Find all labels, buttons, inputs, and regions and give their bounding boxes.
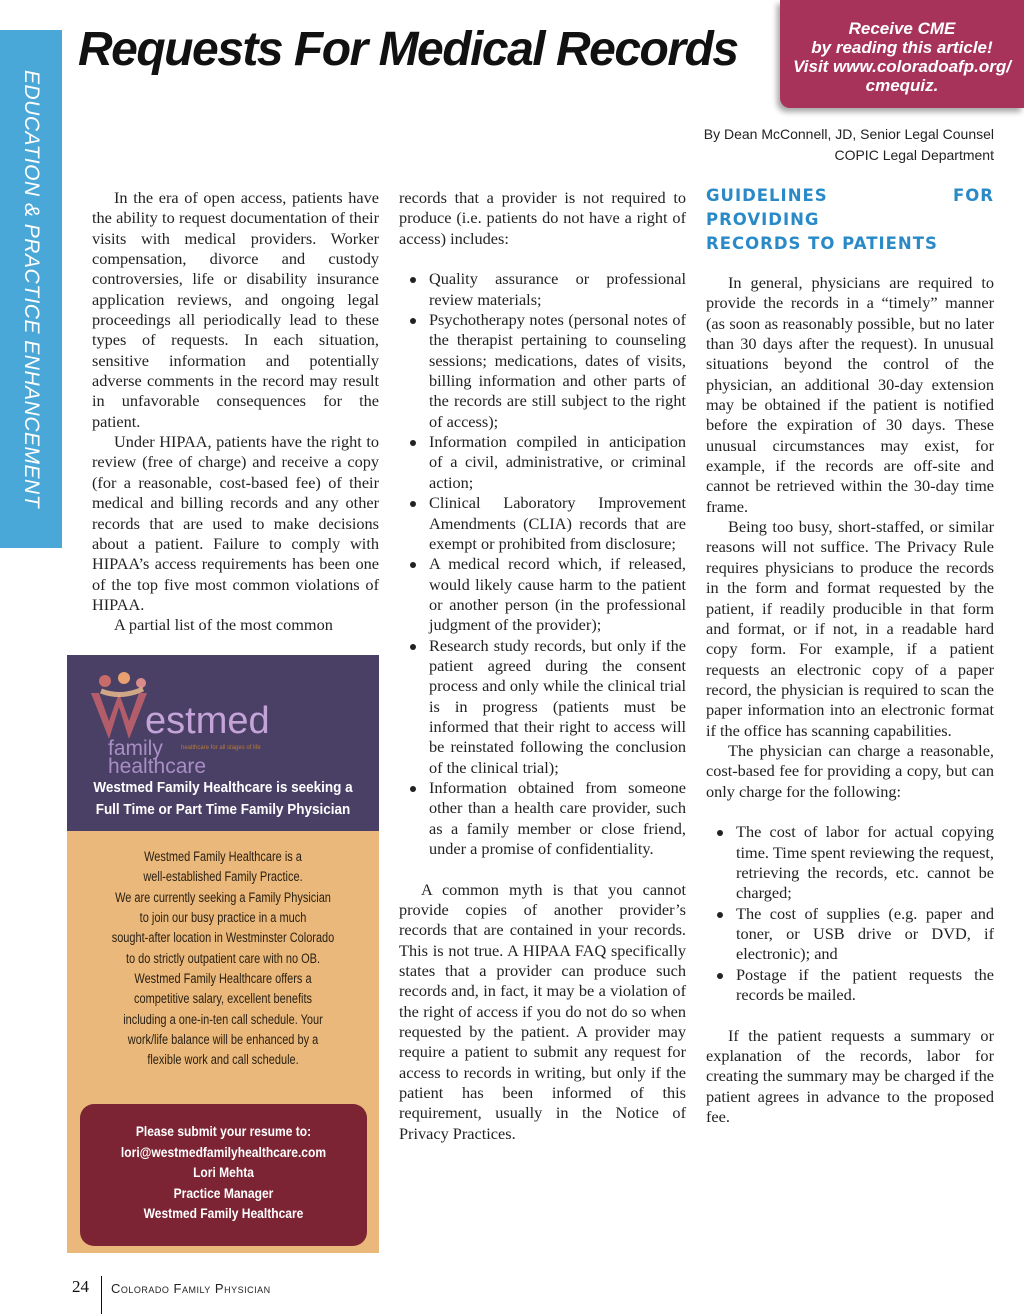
- ad-body-line: competitive salary, excellent benefits: [133, 991, 313, 1007]
- contact-email-link[interactable]: lori@westmedfamilyhealthcare.com: [120, 1143, 327, 1160]
- contact-line: Please submit your resume to:: [135, 1123, 312, 1139]
- column-3: [706, 184, 994, 1127]
- westmed-logo: [81, 669, 281, 781]
- list-item: The cost of supplies (e.g. paper and toner, or USB drive or DVD, if electronic); and: [706, 904, 994, 965]
- section-tab-label: EDUCATION & PRACTICE ENHANCEMENT: [20, 70, 43, 508]
- ad-body-line: work/life balance will be enhanced by a: [127, 1032, 319, 1048]
- logo-wordmark: family: [108, 737, 163, 760]
- logo-tagline: healthcare for all stages of life: [181, 745, 261, 751]
- logo-wordmark: estmed: [145, 700, 270, 742]
- paragraph: If the patient requests a summary or explanation of the records, labor for creating the summary may be charged if the patient agrees in advance to the proposed fee.: [706, 1025, 994, 1127]
- paragraph: In the era of open access, patients have the ability to request documentation of their visits with medical providers. Worker compensation, divorce and custody controversies, life or disability insurance application reviews, and ongoing legal proceedings all periodically lead to these types of requests. In each situation, sensitive information and potentially adverse comments in the record may result in unfavorable consequences for the patient.: [92, 188, 379, 431]
- paragraph: In general, physicians are required to provide the records in a “timely” manner (as soon as reasonably possible, but no later than 30 days after the request). In unusual situations beyond the control of the physician, an additional 30-day extension may be obtained if the patient is notified before the expiration of 30 days. These unusual circumstances may exist, for example, if the records are off-site and cannot be retrieved within the 30-day time frame.: [706, 273, 994, 516]
- author-line: By Dean McConnell, JD, Senior Legal Counsel: [703, 126, 994, 142]
- section-tab: [0, 30, 62, 548]
- list-item: Information obtained from someone other than a health care provider, such as a family member or close friend, under a promise of confidentiality.: [399, 778, 686, 859]
- ad-body-line: We are currently seeking a Family Physician: [115, 889, 331, 905]
- ad-body-line: well-established Family Practice.: [143, 869, 303, 885]
- ad-contact-box: [80, 1104, 367, 1246]
- ad-body-line: Westmed Family Healthcare offers a: [134, 971, 312, 987]
- section-heading: [706, 184, 994, 256]
- article-title: Requests For Medical Records: [78, 23, 738, 76]
- contact-line: Westmed Family Healthcare: [143, 1205, 304, 1221]
- byline: [704, 124, 994, 166]
- ad-body-line: including a one-in-ten call schedule. Your: [123, 1011, 323, 1027]
- list-item: Research study records, but only if the patient agreed during the consent process and only while the clinical trial is in progress (patients must be informed that their right to access will be reinstated following the conclusion of the clinical trial);: [399, 636, 686, 778]
- cme-link[interactable]: Visit www.coloradoafp.org/: [793, 57, 1011, 76]
- page-number: 24: [72, 1277, 89, 1296]
- ad-body-line: to do strictly outpatient care with no OB.: [125, 950, 321, 966]
- column-2: [399, 188, 686, 1144]
- list-item: Psychotherapy notes (personal notes of the therapist pertaining to counseling sessions; medications, dates of visits, billing information and other parts of the records are still subject to the right of access);: [399, 310, 686, 432]
- list-item: Postage if the patient requests the records be mailed.: [706, 965, 994, 1006]
- contact-line: Practice Manager: [173, 1184, 274, 1201]
- paragraph: Being too busy, short-staffed, or similar reasons will not suffice. The Privacy Rule requires physicians to produce the records in the form and format requested by the patient, if readily producible in that form and format, or if not, in a readable hard copy form. For example, if a patient requests an electronic copy of a paper record, the physician is required to scan the paper information into an electronic format if the office has scanning capabilities.: [706, 517, 994, 740]
- paragraph: Under HIPAA, patients have the right to review (free of charge) and receive a copy (for a reasonable, cost-based fee) of their medical and billing records and any other records that are used to make decisions about a patient. Failure to comply with HIPAA’s access requirements has been one of the top five most common violations of HIPAA.: [92, 432, 379, 614]
- ad-headline-line: Full Time or Part Time Family Physician: [95, 801, 351, 818]
- chargeable-items-list: [706, 822, 994, 1005]
- list-item: A medical record which, if released, would likely cause harm to the patient or another person (in the professional judgment of the provider);: [399, 554, 686, 635]
- ad-headline-line: Westmed Family Healthcare is seeking a: [93, 779, 353, 796]
- section-heading-line: RECORDS TO PATIENTS: [706, 234, 938, 253]
- ad-body-line: to join our busy practice in a much: [139, 910, 307, 926]
- paragraph: A common myth is that you cannot provide copies of another provider’s records that are contained in your records. This is not true. A HIPAA FAQ specifically states that a provider can produce such records and, in fact, it may be a violation of the right of access if you do not do so when requested by the patient. A provider may require a patient to submit any request for access to records in writing, but only if the patient has been informed of this requirement, usually in the Notice of Privacy Practices.: [399, 879, 686, 1143]
- job-advertisement: [67, 655, 379, 1253]
- ad-header: [67, 655, 379, 831]
- cme-link[interactable]: cmequiz.: [865, 76, 939, 95]
- cme-badge[interactable]: [780, 0, 1024, 108]
- publication-name: Colorado Family Physician: [111, 1281, 271, 1296]
- cme-line: by reading this article!: [811, 38, 993, 57]
- cme-line: Receive CME: [848, 19, 956, 38]
- list-item: The cost of labor for actual copying time. Time spent reviewing the request, retrieving the records, etc. cannot be charged;: [706, 822, 994, 903]
- list-item: Quality assurance or professional review materials;: [399, 269, 686, 310]
- ad-body-line: sought-after location in Westminster Colorado: [111, 930, 335, 946]
- footer-divider: [101, 1276, 102, 1314]
- list-item: Information compiled in anticipation of a civil, administrative, or criminal action;: [399, 432, 686, 493]
- ad-body: [100, 847, 346, 1071]
- list-item: Clinical Laboratory Improvement Amendments (CLIA) records that are exempt or prohibited from disclosure;: [399, 493, 686, 554]
- section-heading-line: GUIDELINES FOR PROVIDING: [706, 186, 994, 229]
- paragraph: A partial list of the most common: [114, 615, 333, 635]
- ad-body-line: Westmed Family Healthcare is a: [144, 849, 302, 864]
- author-affiliation: COPIC Legal Department: [834, 147, 994, 163]
- ad-body-line: flexible work and call schedule.: [147, 1052, 299, 1068]
- exempt-records-list: [399, 269, 686, 859]
- ad-headline: [83, 777, 364, 821]
- contact-line: Lori Mehta: [193, 1164, 254, 1180]
- paragraph: The physician can charge a reasonable, cost-based fee for providing a copy, but can only charge for the following:: [706, 740, 994, 801]
- logo-wordmark: healthcare: [108, 755, 207, 778]
- paragraph: records that a provider is not required to produce (i.e. patients do not have a right of access) includes:: [399, 188, 686, 248]
- column-1: [92, 188, 379, 636]
